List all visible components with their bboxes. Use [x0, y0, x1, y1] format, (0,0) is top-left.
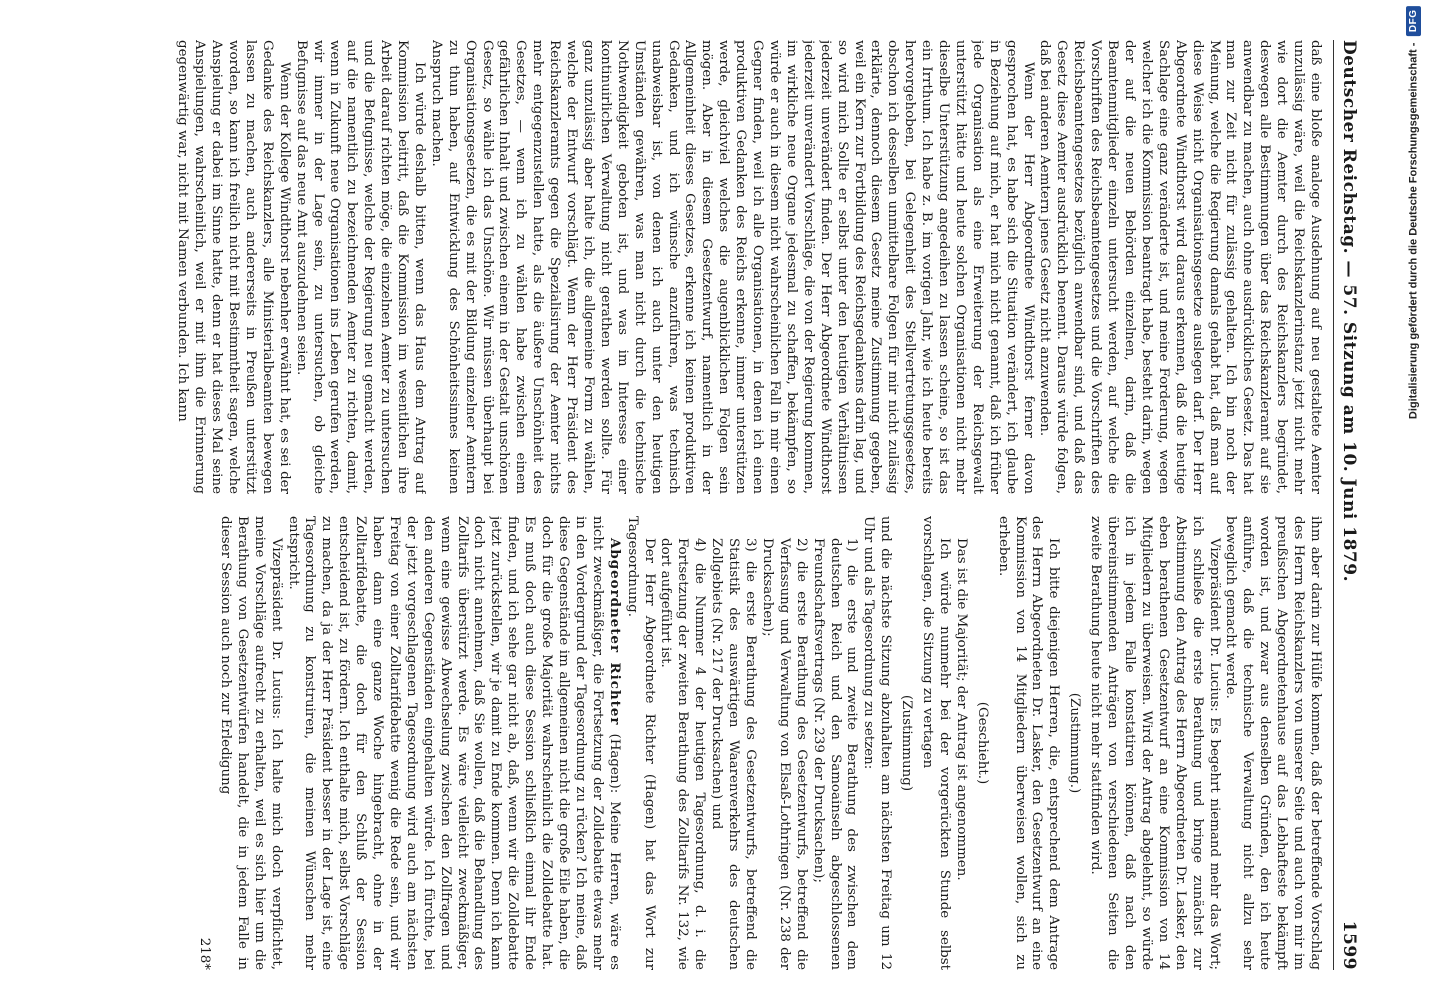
paragraph: Wenn der Kollege Windthorst nebenher erwähnt hat, es sei der Gedanke des Reichskanzlers, alle Ministerialbeamten bewegen lassen zu machen, auch andererseits in Preußen unterstützt worden, so kann ich freilich nicht mit Bestimmtheit sagen, welche Anspielung er dabei im Sinne hatte, denn er hat dieses Mal seine Anspielungen, wahrscheinlich, weil er mit ihm die Erinnerung gegenwärtig war, nicht mit Namen verbunden. Ich kann [175, 40, 292, 494]
paragraph: Der Herr Abgeordnete Richter (Hagen) hat das Wort zur Tagesordnung. [624, 516, 657, 970]
column-left [20, 40, 1323, 494]
page-header [1339, 40, 1377, 970]
paragraph: ihm aber darin zur Hülfe kommen, daß der betreffende Vorschlag des Herrn Reichskanzlers von unserer Seite und auch von mir im preußischen Abgeordnetenhause auf das Lebhafteste bekämpft worden ist, und zwar aus denselben Gründen, den ich heute anführe, daß die technische Verwaltung nicht allzu sehr beweglich gemacht werde. [1223, 516, 1323, 970]
digitization-credit [1402, 6, 1424, 996]
paragraph: Vizepräsident Dr. Lucius: Es begehrt niemand mehr das Wort; ich schließe die erste Berathung und bringe zunächst zur Abstimmung den Antrag des Herrn Abgeordneten Dr. Lasker, den eben berathenen Gesetzentwurf an eine Kommission von 14 Mitgliedern zu überweisen. Wird der Antrag abgelehnt, so würde ich in jedem Falle konstatiren können, daß nach den übereinstimmenden Anträgen von verschiedenen Seiten die zweite Berathung heute nicht mehr stattfinden wird. [1088, 516, 1222, 970]
paragraph: Ich würde nunmehr bei der vorgerückten Stunde selbst vorschlagen, die Sitzung zu vertagen [920, 516, 952, 970]
speech-paragraph [284, 516, 623, 970]
paragraph: Ich bitte diejenigen Herren, die, entsprechend dem Antrage des Herrn Abgeordneten Dr. Lasker, den Gesetzentwurf an eine Kommission von 14 Mitgliedern überweisen wollen, sich zu erheben. [995, 516, 1062, 970]
dfg-logo: DFG [1406, 6, 1421, 37]
agenda-item: 2) die erste Berathung des Gesetzentwurfs, betreffend die Verfassung und Verwaltung von Elsaß-Lothringen (Nr. 238 der Drucksachen); [759, 538, 809, 970]
paragraph: Ich würde deshalb bitten, wenn das Haus dem Antrag auf Kommission beitritt, daß die Kommission im wesentlichen ihre Arbeit darauf richten möge, die einzelnen Aemter zu untersuchen und die Befugnisse, welche der Regierung neu gemacht werden, auf die namentlich zu bezeichnenden Aemter zu richten, damit, wenn in Zukunft neue Organisationen ins Leben gerufen werden, wir immer in der Lage sein, zu untersuchen, ob gleiche Befugnisse auf das neue Amt auszudehnen seien. [293, 40, 427, 494]
paragraph: Vizepräsident Dr. Lucius: Ich halte mich doch verpflichtet, meine Vorschläge aufrecht zu erhalten, weil es sich hier um die Berathung von Gesetzentwürfen handelt, die in jedem Falle in dieser Session auch noch zur Erledigung [217, 516, 284, 970]
column-right [20, 516, 1323, 970]
header-rule [1333, 40, 1334, 970]
signature-mark: 218* [197, 937, 212, 970]
agenda-item: 4) die Nummer 4 der heutigen Tagesordnung, d. i. die Fortsetzung der zweiten Berathung des Zolltarifs Nr. 132, wie dort aufgeführt ist. [658, 538, 708, 970]
text-columns [20, 40, 1323, 970]
agenda-item: 1) die erste und zweite Berathung des zwischen dem deutschen Reich und den Samoainseln abgeschlossenen Freundschaftsvertrags (Nr. 239 der Drucksachen); [810, 538, 860, 970]
agenda-item: 3) die erste Berathung des Gesetzentwurfs, betreffend die Statistik des auswärtigen Waarenverkehrs des deutschen Zollgebiets (Nr. 217 der Drucksachen) und [709, 538, 758, 970]
interjection: (Zustimmung.) [1067, 692, 1083, 794]
paragraph: Das ist die Majorität; der Antrag ist angenommen. [953, 538, 969, 881]
interjection: (Geschieht.) [974, 701, 990, 785]
credit-text: Digitalisierung gefördert durch die Deutsche Forschungsgemeinschaft - [1407, 42, 1419, 420]
paragraph: Wenn der Herr Abgeordnete Windthorst ferner davon gesprochen hat, es habe sich die Situation verändert, ich glaube in Beziehung auf mich, er hat mich nicht genannt, daß ich früher jede Organisation als eine Erweiterung der Reichsgewalt unterstützt hätte und heute solchen Organisationen nicht mehr dieselbe Unterstützung angedeihen zu lassen scheine, so ist das ein Irrthum. Ich habe z. B. im vorigen Jahr, wie ich heute bereits hervorgehoben, bei Gelegenheit des Stellvertretungsgesetzes, obschon ich desselben unmittelbare Folgen für mir nicht zulässig erklärte, dennoch diesem Gesetz meine Zustimmung gegeben, weil ein Kern zur Fortbildung des Reichsgedankens darin lag, und so wird mich Sollte er selbst unter den heutigen Verhältnissen jederzeit unverändert finden. Der Herr Abgeordnete Windthorst jederzeit unverändert Vorschläge, die von der Regierung kommen, im wirkliche neue Organe jedesmal zu schaffen, bekämpfen, so würde er auch in diesem nicht wahrscheinlichen Fall in mir einen Gegner finden, weil ich alle Organisationen, in denen ich einen produktiven Gedanken des Reichs erkenne, immer unterstützen werde, gleichviel welches die augenblicklichen Folgen sein mögen. Aber in diesem Gesetzentwurf, namentlich in der Allgemeinheit dieses Gesetzes, erkenne ich keinen produktiven Gedanken, und ich wünsche anzuführen, was technisch unabweisbar ist, von denen ich auch unter den heutigen Umständen gewähren, was man nicht durch die technische Nothwendigkeit geboten ist, und was im Interesse einer kontinuirlichen Verwaltung nicht gerathen werden sollte. Für ganz unzulässig aber halte ich, die allgemeine Form zu wählen, welche der Entwurf vorschlägt. Wenn der Herr Präsident des Reichskanzleramts gegen die Spezialisirung der Aemter nichts mehr entgegenzustellen hatte, als die äußere Unschönheit des Gesetzes, — wenn ich zu wählen habe zwischen einem gefährlichen Inhalt und zwischen einem in der Gestalt unschönen Gesetz, so wähle ich das Unschöne. Wir müssen überhaupt bei Organisationsgesetzen, die es mit der Bildung einzelner Aemtern zu thun haben, auf Entwicklung des Schönheitssinnes keinen Anspruch machen. [428, 40, 1036, 494]
speaker-name: Abgeordneter Richter [606, 538, 623, 726]
interjection: (Zustimmung) [899, 694, 915, 792]
paragraph: und die nächste Sitzung abzuhalten am nächsten Freitag um 12 Uhr und als Tagesordnung zu setzen: [861, 516, 894, 970]
speech-text: (Hagen): Meine Herren, wäre es nicht zweckmäßiger, die Fortsetzung der Zolldebatte etwas mehr in den Vordergrund der Tagesordnung zu rücken? Ich meine, daß diese Gegenstände im allgemeinen nicht die große Eile haben, die doch für die große Majorität wahrscheinlich die Zolldebatte hat. Es muß doch auch diese Session schließlich einmal ihr Ende finden, und ich sehe gar nicht ab, daß, wenn wir die Zolldebatte jetzt zurückstellen, wir je damit zu Ende kommen. Denn ich kann doch nicht annehmen, daß Sie wollen, daß die Behandlung des Zolltarifs überstürzt werde. Es wäre vielleicht zweckmäßiger, wenn eine gewisse Abwechselung zwischen den Zollfragen und den anderen Gegenständen eingehalten würde. Ich fürchte, bei der jetzt vorgeschlagenen Tagesordnung wird auch am nächsten Freitag von einer Zolltarifdebatte wenig die Rede sein, und wir haben dann eine ganze Woche hingebracht, ohne in der Zolltarifdebatte, die doch für den Schluß der Session entscheidend ist, zu fördern. Ich enthalte mich, selbst Vorschläge zu machen, da ja der Herr Präsident besser in der Lage ist, eine Tagesordnung zu konstruiren, die meinen Wünschen mehr entspricht. [285, 516, 622, 970]
page-number: 1599 [1339, 920, 1359, 970]
header-title: Deutscher Reichstag. — 57. Sitzung am 10. Juni 1879. [1339, 40, 1359, 582]
paragraph: daß eine bloße analoge Ausdehnung auf neu gestaltete Aemter unzulässig wäre, weil die Reichskanzlerinstanz jetzt nicht mehr wie dort die Aemter durch des Reichskanzlers begründet, deswegen alle Bestimmungen über das Reichskanzleramt auf sie anwendbar zu machen, auch ohne ausdrückliches Gesetz. Das hat man zur Zeit nicht für zulässig gehalten. Ich bin noch der Meinung, welche die Regierung damals gehabt hat, daß man auf diese Weise nicht Organisationsgesetze auslegen darf. Der Herr Abgeordnete Windthorst wird daraus erkennen, daß die heutige Sachlage eine ganz veränderte ist, und meine Forderung, wegen welcher ich die Kommission beantragt habe, besteht darin, wegen der auf die neuen Behörden einzelnen, darin, daß die Beamtenmitglieder einzeln untersucht werden, auf welche die Vorschriften des Reichsbeamtengesetzes und die Vorschriften des Reichsbeamtengesetzes bezüglich anwendbar sind, und daß das Gesetz diese Aemter ausdrücklich benennt. Daraus würde folgen, daß bei anderen Aemtern jenes Gesetz nicht anzuwenden. [1037, 40, 1323, 494]
